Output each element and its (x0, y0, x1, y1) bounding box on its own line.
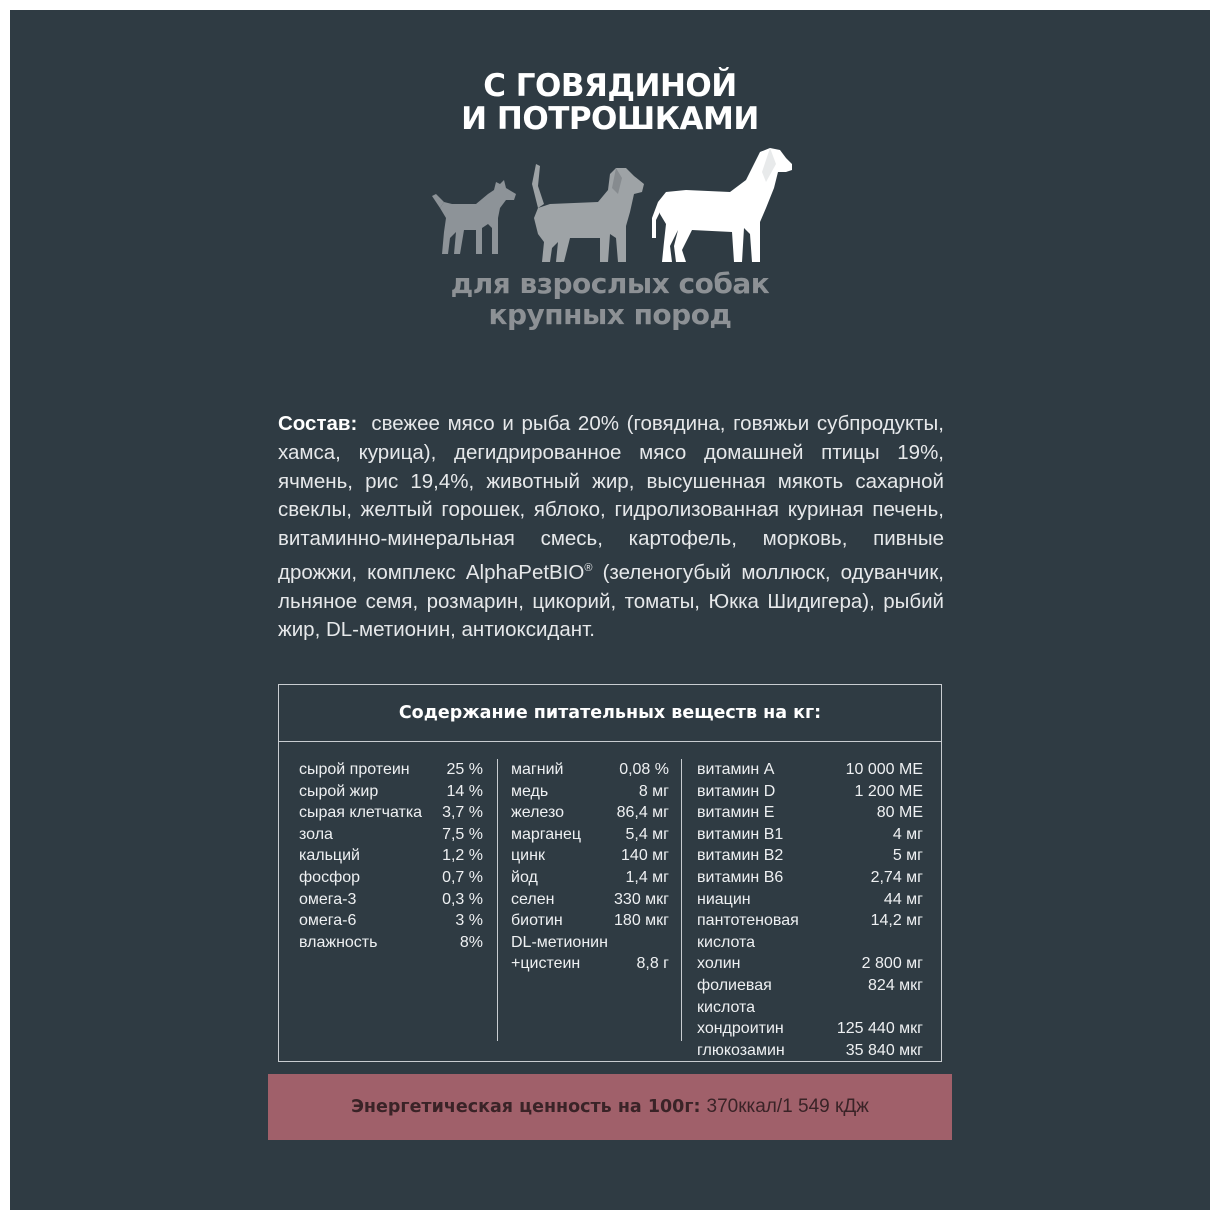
nutrient-value: 7,5 % (442, 825, 483, 843)
nutrient-name: магний (511, 761, 564, 778)
nutrient-name: сырой протеин (299, 761, 410, 778)
nutrient-value: 25 % (446, 761, 483, 778)
nutrient-value: 10 000 МЕ (845, 761, 923, 778)
energy-value-bar (268, 1074, 952, 1140)
nutrient-value: 0,3 % (442, 890, 483, 908)
nutrient-row (697, 932, 923, 954)
nutrient-name: пантотеновая (697, 912, 799, 930)
nutrient-name: фосфор (299, 868, 361, 886)
medium-dog-icon (532, 164, 644, 262)
nutrient-name: кальций (299, 847, 360, 865)
nutrient-row (697, 1040, 923, 1062)
nutrient-value: 0,7 % (442, 868, 483, 886)
nutrients-column-3 (697, 759, 923, 1061)
nutrient-name: биотин (511, 912, 563, 930)
nutrient-value: 8 мг (638, 782, 669, 800)
nutrient-row (511, 759, 669, 781)
subtitle-line-1: для взрослых собак (450, 267, 770, 300)
nutrient-row (697, 975, 923, 997)
nutrient-name: медь (511, 782, 549, 800)
package-panel (10, 10, 1210, 1210)
nutrient-name: зола (299, 825, 333, 843)
nutrient-value: 2,74 мг (870, 868, 923, 886)
nutrient-row (299, 845, 483, 867)
nutrient-name: кислота (697, 933, 756, 951)
nutrient-value: 86,4 мг (616, 804, 669, 822)
nutrient-row (511, 845, 669, 867)
nutrient-name: омега-6 (299, 912, 357, 930)
nutrient-name: витамин В2 (697, 847, 784, 865)
nutrient-value: 125 440 мкг (836, 1020, 923, 1038)
nutrient-name: ниацин (697, 890, 751, 908)
nutrient-name: +цистеин (511, 955, 581, 973)
nutrient-value: 14,2 мг (870, 912, 923, 930)
nutrient-name: влажность (299, 933, 378, 951)
nutrient-value: 44 мг (883, 890, 923, 908)
nutrient-row (511, 824, 669, 846)
nutrient-row (697, 802, 923, 824)
nutrient-row (299, 910, 483, 932)
title-line-1: С ГОВЯДИНОЙ (483, 68, 737, 104)
nutrient-value: 1 200 МЕ (854, 782, 923, 800)
nutrient-row (511, 781, 669, 803)
nutrient-row (697, 1018, 923, 1040)
nutrient-value: 3,7 % (442, 804, 483, 822)
nutrient-name: железо (511, 804, 565, 822)
nutrient-name: омега-3 (299, 890, 357, 908)
nutrient-name: марганец (511, 825, 582, 843)
product-title (10, 70, 1210, 136)
energy-label: Энергетическая ценность на 100г: (351, 1097, 701, 1117)
nutrient-value: 3 % (455, 912, 483, 930)
composition-body-2: (зеленогубый моллюск, одуванчик, льняное семя, розмарин, цикорий, томаты, Юкка Шидигера), рыбий жир, DL-метионин, антиоксидант. (278, 560, 945, 642)
composition-text (278, 410, 944, 645)
nutrient-row (299, 824, 483, 846)
dog-size-illustration (430, 138, 800, 266)
nutrient-name: йод (511, 868, 538, 886)
nutrient-row (511, 932, 669, 954)
nutrient-row (511, 802, 669, 824)
composition-body-1: свежее мясо и рыба 20% (говядина, говяжьи субпродукты, хамса, курица), дегидрированное мясо домашней птицы 19%, ячмень, рис 19,4%, животный жир, высушенная мякоть сахарной свеклы, желтый горошек, яблоко, гидролизованная куриная печень, витаминно-минеральная смесь, картофель, морковь, пивные дрожжи, комплекс AlphaPetBIO (278, 412, 944, 584)
nutrient-value: 1,4 мг (625, 868, 669, 886)
nutrient-row (299, 781, 483, 803)
nutrient-value: 8,8 г (636, 955, 669, 973)
nutrient-row (511, 910, 669, 932)
nutrient-name: фолиевая (697, 976, 772, 994)
nutrient-value: 140 мг (621, 847, 669, 865)
nutrients-table (278, 684, 942, 1062)
nutrient-row (299, 759, 483, 781)
nutrient-name: хондроитин (697, 1020, 784, 1038)
nutrient-name: витамин А (697, 761, 775, 778)
nutrient-row (511, 889, 669, 911)
nutrient-name: глюкозамин (697, 1041, 785, 1059)
nutrient-value: 8% (459, 933, 483, 951)
composition-label: Состав: (278, 412, 358, 435)
nutrients-column-2 (511, 759, 669, 975)
nutrients-table-title: Содержание питательных веществ на кг: (279, 685, 941, 742)
nutrient-name: холин (697, 955, 741, 973)
nutrient-row (697, 781, 923, 803)
subtitle-line-2: крупных пород (488, 298, 732, 331)
nutrient-name: витамин В6 (697, 868, 784, 886)
nutrient-row (511, 867, 669, 889)
nutrient-value: 0,08 % (619, 761, 669, 778)
nutrient-name: сырой жир (299, 782, 379, 800)
small-dog-icon (432, 180, 516, 254)
nutrient-value: 14 % (446, 782, 483, 800)
nutrient-row (697, 845, 923, 867)
nutrient-row (299, 802, 483, 824)
nutrients-column-1 (299, 759, 483, 953)
nutrient-value: 4 мг (892, 825, 923, 843)
nutrient-row (697, 997, 923, 1019)
nutrient-name: кислота (697, 998, 756, 1016)
nutrient-row (511, 953, 669, 975)
nutrient-row (697, 910, 923, 932)
nutrient-value: 80 МЕ (876, 804, 923, 822)
column-divider (497, 759, 498, 1041)
nutrient-row (697, 953, 923, 975)
large-dog-icon (652, 148, 792, 262)
nutrient-row (697, 759, 923, 781)
registered-mark: ® (584, 561, 593, 574)
nutrient-value: 330 мкг (614, 890, 669, 908)
nutrient-name: витамин D (697, 782, 776, 800)
nutrient-name: витамин Е (697, 804, 775, 822)
nutrient-value: 2 800 мг (861, 955, 923, 973)
nutrient-row (299, 932, 483, 954)
nutrient-row (697, 867, 923, 889)
nutrient-name: витамин В1 (697, 825, 784, 843)
nutrient-value: 1,2 % (442, 847, 483, 865)
nutrient-value: 180 мкг (614, 912, 669, 930)
nutrient-row (697, 889, 923, 911)
nutrient-row (299, 889, 483, 911)
column-divider (681, 759, 682, 1041)
title-line-2: И ПОТРОШКАМИ (461, 101, 759, 137)
nutrient-value: 824 мкг (868, 976, 923, 994)
nutrient-name: сырая клетчатка (299, 804, 423, 822)
nutrient-name: цинк (511, 847, 545, 865)
nutrient-value: 35 840 мкг (845, 1041, 923, 1059)
product-subtitle (10, 268, 1210, 330)
energy-value: 370ккал/1 549 кДж (706, 1096, 869, 1117)
nutrient-row (697, 824, 923, 846)
nutrient-name: DL-метионин (511, 933, 608, 951)
nutrient-row (299, 867, 483, 889)
nutrient-value: 5 мг (892, 847, 923, 865)
nutrient-value: 5,4 мг (625, 825, 669, 843)
nutrient-name: селен (511, 890, 555, 908)
